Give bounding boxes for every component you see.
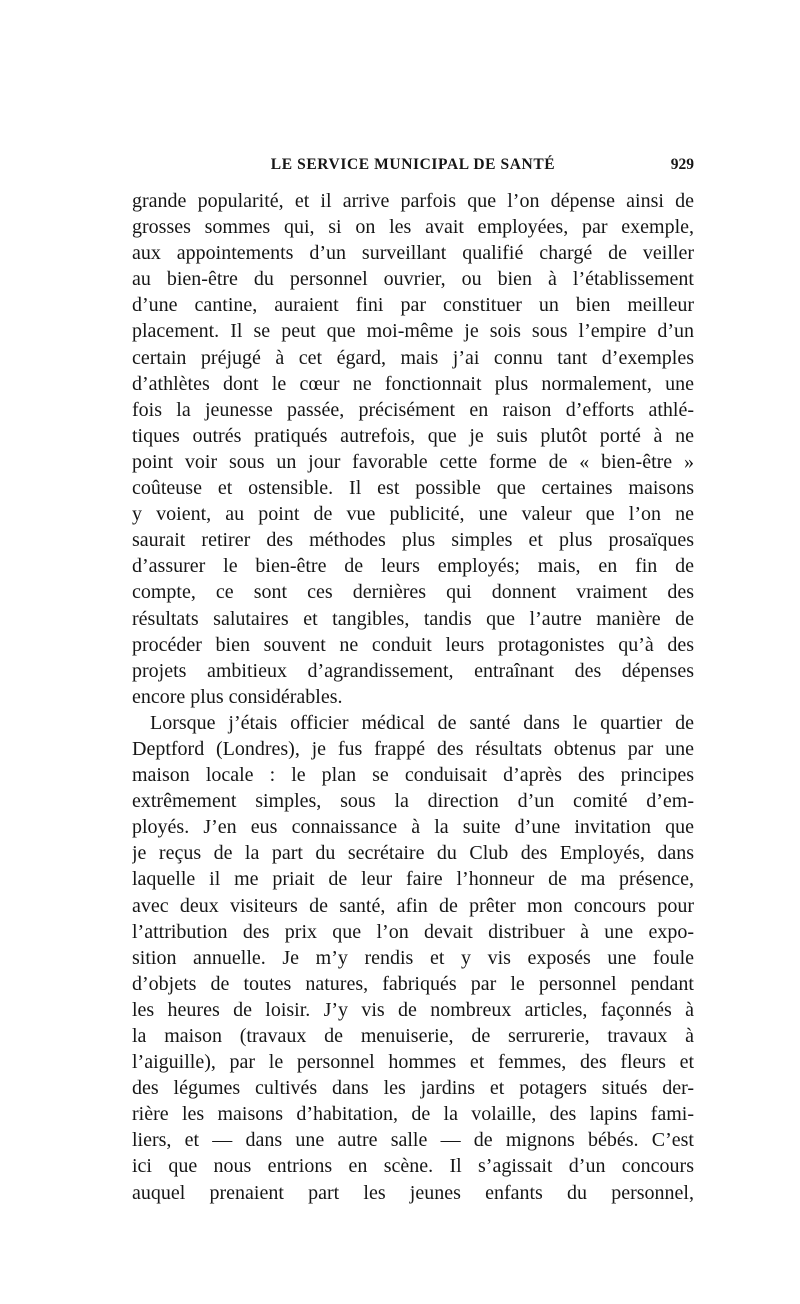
text-line: avec deux visiteurs de santé, afin de prêter mon concours pour — [132, 894, 694, 917]
text-line: grande popularité, et il arrive parfois que l’on dépense ainsi de — [132, 190, 694, 212]
running-title: LE SERVICE MUNICIPAL DE SANTÉ — [270, 156, 556, 173]
text-line: ployés. J’en eus connaissance à la suite d’une invitation que — [132, 816, 694, 839]
text-line: d’athlètes dont le cœur ne fonctionnait plus normalement, une — [132, 372, 694, 395]
text-line: placement. Il se peut que moi-même je sois sous l’empire d’un — [132, 320, 694, 343]
text-line: projets ambitieux d’agrandissement, entraînant des dépenses — [132, 659, 694, 682]
text-line: Deptford (Londres), je fus frappé des résultats obtenus par une — [132, 737, 694, 760]
text-line: l’aiguille), par le personnel hommes et femmes, des fleurs et — [132, 1051, 694, 1074]
text-line: Lorsque j’étais officier médical de santé dans le quartier de — [150, 711, 694, 734]
text-line: encore plus considérables. — [132, 685, 343, 708]
text-line: d’assurer le bien-être de leurs employés; mais, en fin de — [132, 555, 694, 578]
text-line: laquelle il me priait de leur faire l’honneur de ma présence, — [132, 868, 694, 891]
text-line: d’une cantine, auraient fini par constituer un bien meilleur — [132, 294, 694, 317]
text-line: les heures de loisir. J’y vis de nombreux articles, façonnés à — [132, 998, 694, 1021]
text-line: des légumes cultivés dans les jardins et potagers situés der- — [132, 1077, 694, 1100]
text-line: l’attribution des prix que l’on devait distribuer à une expo- — [132, 920, 694, 943]
text-line: sition annuelle. Je m’y rendis et y vis exposés une foule — [132, 946, 694, 969]
text-line: coûteuse et ostensible. Il est possible que certaines maisons — [132, 477, 694, 500]
running-head — [132, 156, 694, 180]
body-text — [132, 188, 694, 1206]
text-line: maison locale : le plan se conduisait d’après des principes — [132, 764, 694, 787]
page-number: 929 — [670, 156, 694, 173]
text-line: fois la jeunesse passée, précisément en raison d’efforts athlé- — [132, 398, 694, 421]
text-line: aux appointements d’un surveillant qualifié chargé de veiller — [132, 242, 694, 265]
text-line: certain préjugé à cet égard, mais j’ai connu tant d’exemples — [132, 346, 694, 369]
text-line: auquel prenaient part les jeunes enfants du personnel, — [132, 1181, 694, 1204]
text-line: tiques outrés pratiqués autrefois, que je suis plutôt porté à ne — [132, 424, 694, 447]
text-line: liers, et — dans une autre salle — de mignons bébés. C’est — [132, 1129, 694, 1152]
text-line: rière les maisons d’habitation, de la volaille, des lapins fami- — [132, 1103, 694, 1126]
text-line: y voient, au point de vue publicité, une valeur que l’on ne — [132, 503, 694, 526]
text-line: ici que nous entrions en scène. Il s’agissait d’un concours — [132, 1155, 694, 1178]
text-line: point voir sous un jour favorable cette forme de « bien-être » — [132, 450, 694, 473]
text-line: résultats salutaires et tangibles, tandis que l’autre manière de — [132, 607, 694, 630]
text-line: saurait retirer des méthodes plus simples et plus prosaïques — [132, 529, 694, 552]
text-line: je reçus de la part du secrétaire du Club des Employés, dans — [132, 842, 694, 865]
text-line: grosses sommes qui, si on les avait employées, par exemple, — [132, 216, 694, 239]
text-line: procéder bien souvent ne conduit leurs protagonistes qu’à des — [132, 633, 694, 656]
text-line: compte, ce sont ces dernières qui donnent vraiment des — [132, 581, 694, 604]
text-line: d’objets de toutes natures, fabriqués par le personnel pendant — [132, 972, 694, 995]
text-line: la maison (travaux de menuiserie, de serrurerie, travaux à — [132, 1025, 694, 1047]
text-line: au bien-être du personnel ouvrier, ou bien à l’établissement — [132, 268, 694, 291]
text-line: extrêmement simples, sous la direction d’un comité d’em- — [132, 790, 694, 813]
